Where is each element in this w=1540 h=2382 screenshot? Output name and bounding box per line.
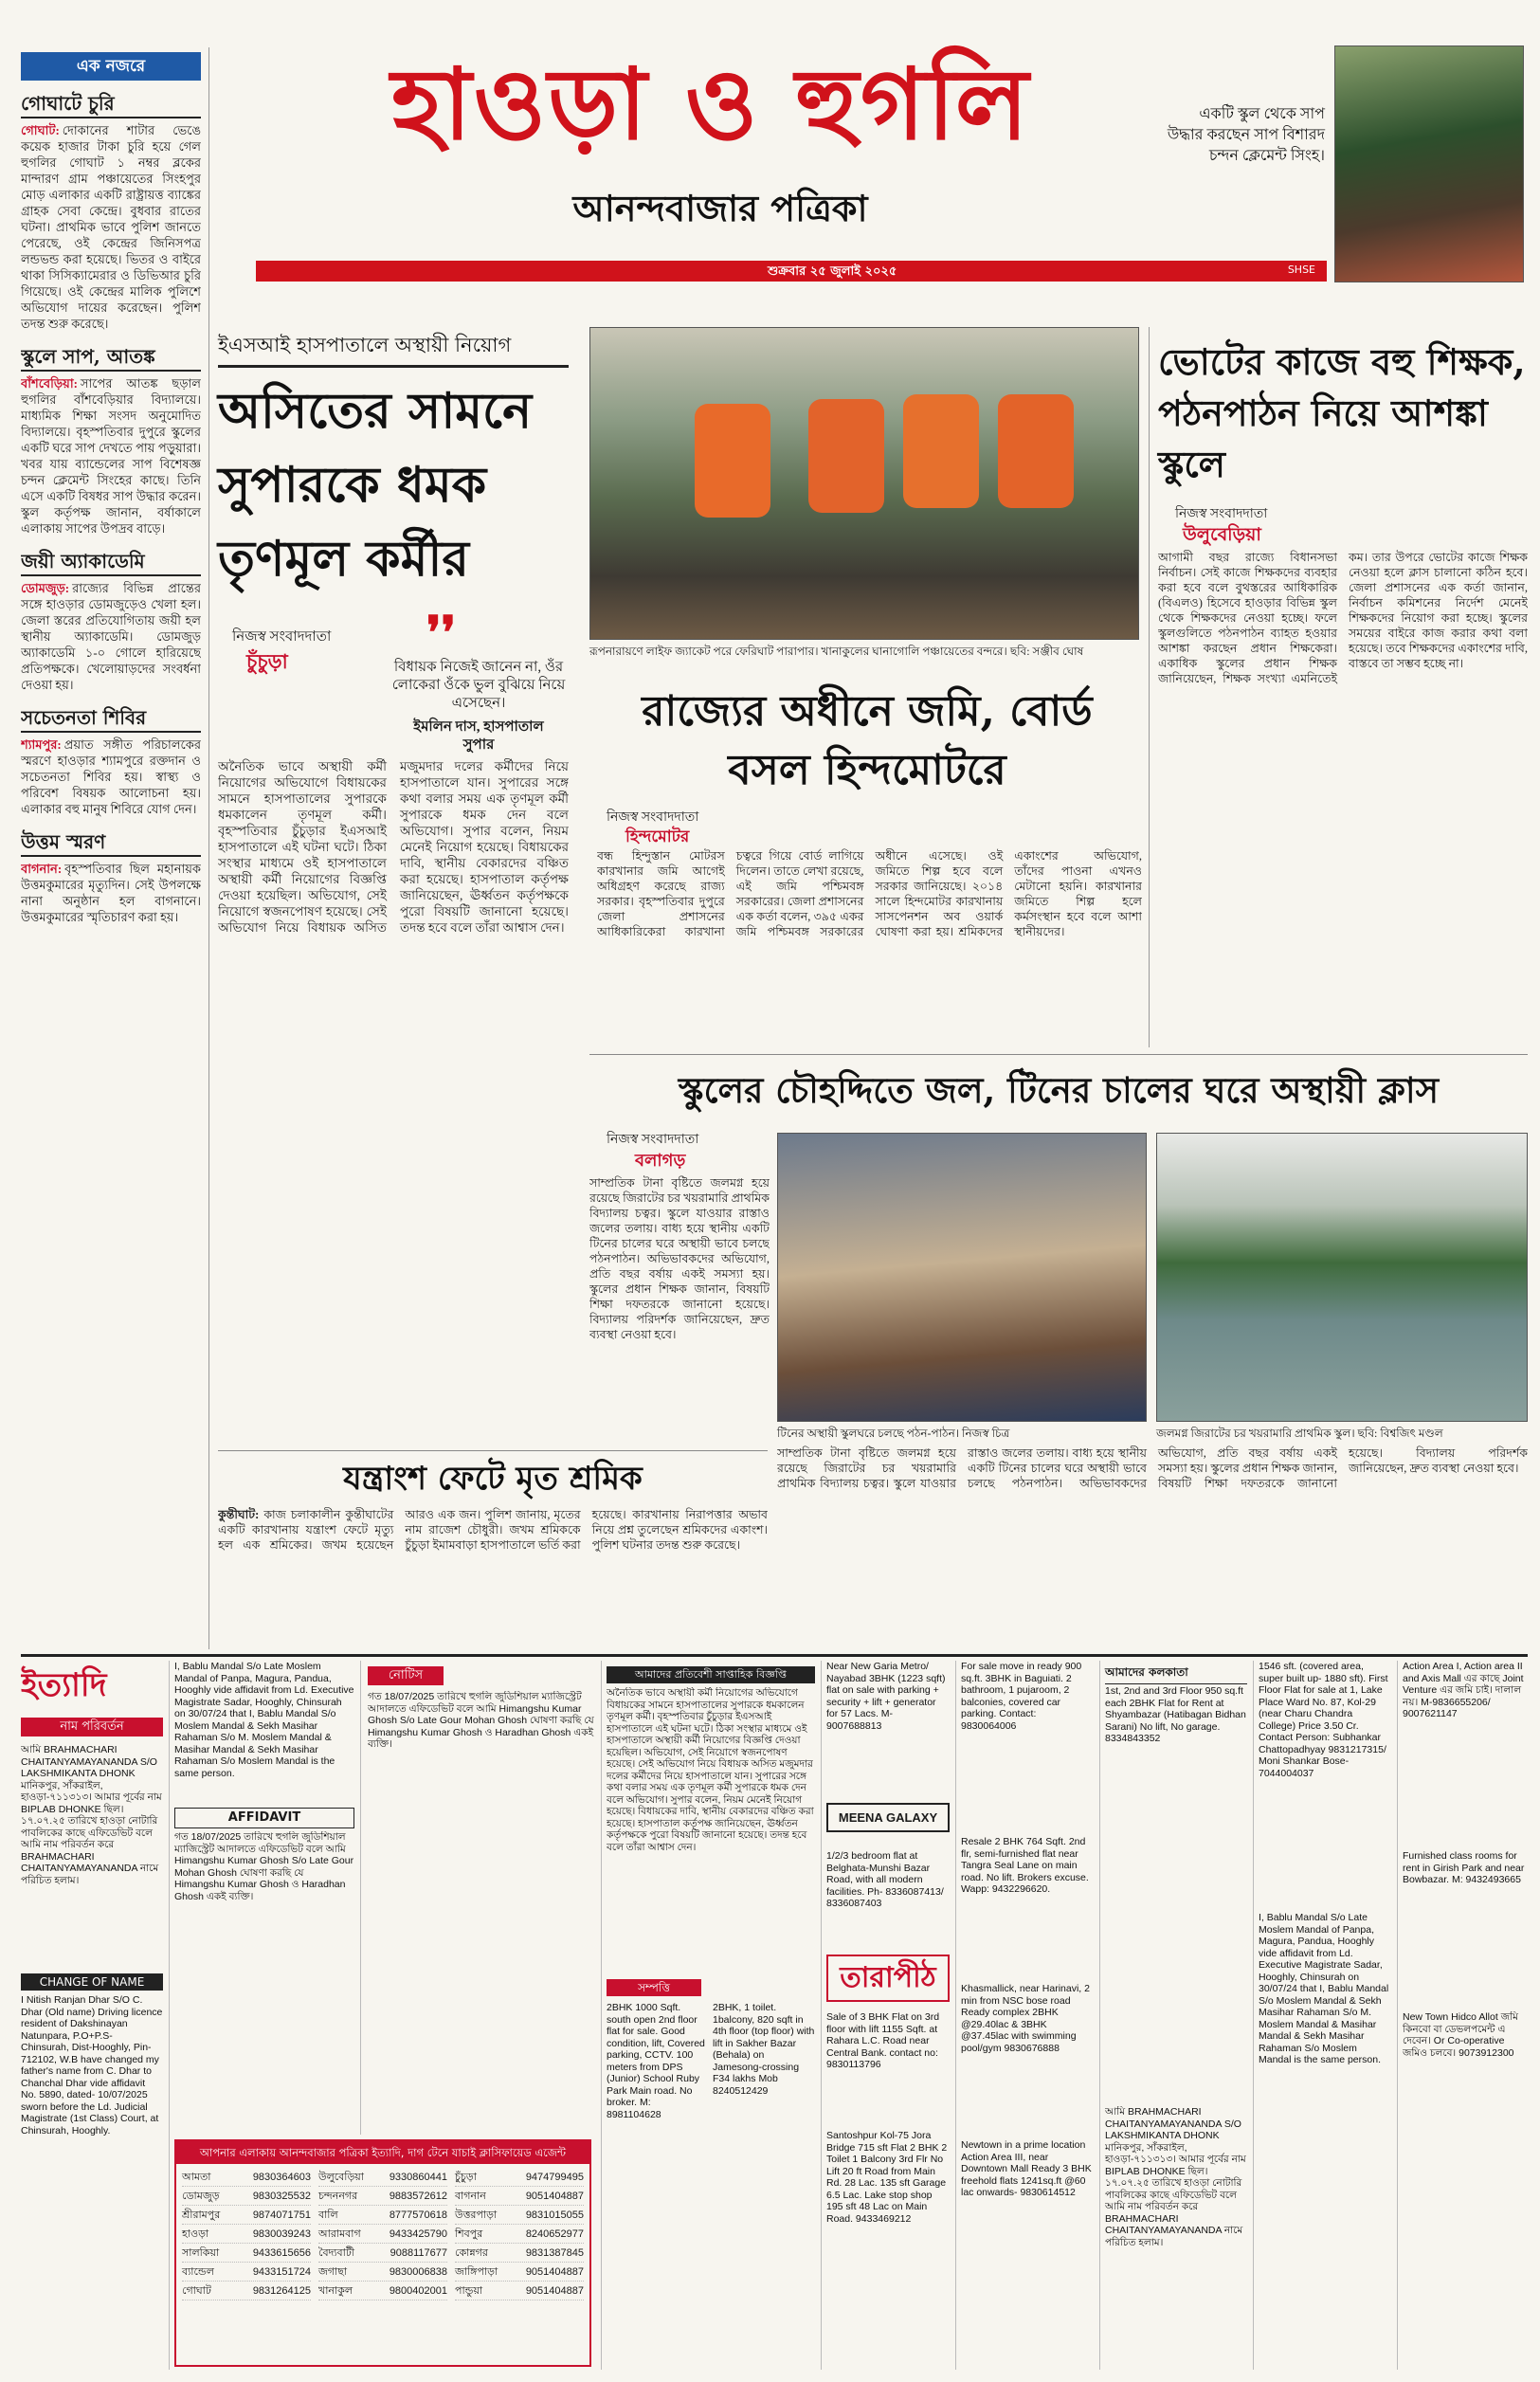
- classroom-photo-caption: টিনের অস্থায়ী স্কুলঘরে চলছে পঠন-পাঠন। নিজস্ব চিত্র: [777, 1427, 1010, 1440]
- agent-phone: 9433151724: [252, 2266, 311, 2278]
- affidavit-header: AFFIDAVIT: [174, 1808, 354, 1828]
- worker-headline: যন্ত্রাংশ ফেটে মৃত শ্রমিক: [343, 1460, 643, 1498]
- agent-entry: [318, 2264, 447, 2282]
- agent-phone: 9330860441: [389, 2172, 447, 2183]
- agent-entry: [182, 2208, 311, 2225]
- agent-area: উলুবেড়িয়া: [318, 2172, 364, 2183]
- life-jacket-4: [998, 394, 1074, 508]
- ad-2: I, Bablu Mandal S/o Late Moslem Mandal of Panpa, Magura, Pandua, Hooghly vide affidavit from Ld. Executive Magistrate Sadar, Hooghly, Chinsurah on 30/07/24 that I, Bablu Mandal S/o Moslem Mandal & Sekh Masihar Rahaman S/o M. Moslem Mandal & Masihar Mandal & Sekh Masihar Rahaman S/o Moslem Mandal is the same person.: [174, 1661, 354, 1779]
- agent-entry: [455, 2189, 584, 2206]
- school-byline: নিজস্ব সংবাদদাতা: [607, 1133, 699, 1147]
- agent-phone: 9433615656: [252, 2247, 311, 2259]
- teacher-byline: নিজস্ব সংবাদদাতা: [1175, 507, 1268, 521]
- snake-rescue-photo: [1334, 45, 1524, 282]
- sidebar-item-text: প্রয়াত সঙ্গীত পরিচালকের স্মরণে হাওড়ার শ্যামপুরে রক্তদান ও সচেতনতা শিবির হয়। স্বাস্থ্য ও পরিবেশ বিষয়ক আলোচনা হয়। এলাকার বহু মানুষ শিবিরে যোগ দেন।: [21, 737, 201, 816]
- sidebar-item-tag: বাঁশবেড়িয়া:: [21, 376, 78, 391]
- agent-entry: [318, 2283, 447, 2300]
- flooded-school-caption: জলমগ্ন জিরাটের চর খয়রামারি প্রাথমিক স্কুল। ছবি: বিশ্বজিৎ মণ্ডল: [1156, 1427, 1443, 1440]
- sidebar-item-tag: বাগনান:: [21, 862, 63, 876]
- agent-phone: 9433425790: [389, 2228, 447, 2240]
- sidebar-item-tag: শ্যামপুর:: [21, 737, 62, 752]
- school-headline: স্কুলের চৌহদ্দিতে জল, টিনের চালের ঘরে অস্থায়ী ক্লাস: [678, 1069, 1440, 1111]
- agent-entry: [182, 2227, 311, 2244]
- ferry-photo-caption: রূপনারায়ণে লাইফ জ্যাকেট পরে ফেরিঘাট পারাপার। খানাকুলের ঘানাগোলি পঞ্চায়েতের বন্দরে। ছবি: সঞ্জীব ঘোষ: [589, 645, 1084, 658]
- sidebar-item: [21, 90, 201, 332]
- agent-phone: 9051404887: [525, 2285, 584, 2297]
- ad-0: আমি BRAHMACHARI CHAITANYAMAYANANDA S/O LAKSHMIKANTA DHONK মানিকপুর, সাঁকরাইল, হাওড়া-৭১১৩১৩। আমার পূর্বের নাম BIPLAB DHONKE ছিল। ১৭.০৭.২৫ তারিখে হাওড়া নোটারি পাবলিকের কাছে এফিডেভিট বলে আমি নাম পরিবর্তন করে BRAHMACHARI CHAITANYAMAYANANDA নামে পরিচিত হলাম।: [21, 1744, 162, 1886]
- sidebar-item-tag: গোঘাট:: [21, 123, 60, 137]
- agent-area: চুঁচুড়া: [455, 2172, 477, 2183]
- agent-entry: [182, 2189, 311, 2206]
- sidebar-item-body: [21, 861, 201, 925]
- ad-14: 1st, 2nd and 3rd Floor 950 sq.ft each 2BHK Flat for Rent at Shyambazar (Hatibagan Bidhan Sarani) No lift, No garage. 8334843352: [1105, 1685, 1246, 1744]
- worker-tag: কুন্তীঘাট:: [218, 1508, 260, 1521]
- land-headline: রাজ্যের অধীনে জমি, বোর্ড বসল হিন্দমোটরে: [642, 687, 1093, 794]
- notice-text: গত 18/07/2025 তারিখে হুগলি জুডিশিয়াল ম্যাজিস্ট্রেট আদালতে এফিডেভিট বলে আমি Himangshu Kumar Ghosh S/o Late Gour Mohan Ghosh ঘোষণা করছি যে Himangshu Kumar Ghosh ও Haradhan Ghosh একই ব্যক্তি।: [368, 1691, 594, 1750]
- ad-2-repeat: I, Bablu Mandal S/o Late Moslem Mandal of Panpa, Magura, Pandua, Hooghly vide affidavit from Ld. Executive Magistrate Sadar, Hooghly, Chinsurah on 30/07/24 that I, Bablu Mandal S/o Moslem Mandal & Sekh Masihar Rahaman S/o M. Moslem Mandal & Masihar Mandal & Sekh Masihar Rahaman S/o Moslem Mandal is the same person.: [1259, 1912, 1389, 2065]
- worker-body: [218, 1507, 768, 1645]
- agent-area: বাগনান: [455, 2191, 486, 2202]
- notice-header: নোটিস: [368, 1666, 444, 1685]
- sidebar-item-text: সাপের আতঙ্ক ছড়াল হুগলির বাঁশবেড়িয়ার বিদ্যালয়ে। মাধ্যমিক শিক্ষা সংসদ অনুমোদিত বিদ্যালয়ে। বৃহস্পতিবার দুপুরে স্কুলের একটি ঘরে সাপ দেখতে পায় পড়ুয়ারা। খবর যায় ব্যান্ডেলের সাপ বিশেষজ্ঞ চন্দন ক্লেমেন্ট সিংহের কাছে। তিনি এসে একটি বিষধর সাপ উদ্ধার করেন। স্কুল কর্তৃপক্ষ জানান, বর্ষাকালে এলাকায় সাপের উপদ্রব বাড়ে।: [21, 376, 201, 536]
- agent-area: খানাকুল: [318, 2285, 353, 2297]
- agent-phone: 9474799495: [525, 2172, 584, 2183]
- ad-17: Furnished class rooms for rent in Girish Park and near Bowbazar. M: 9432493665: [1403, 1850, 1525, 1885]
- classifieds-rule: [21, 1654, 1528, 1657]
- agent-phone: 9831264125: [252, 2285, 311, 2297]
- ad-16: Action Area I, Action area II and Axis Mall এর কাছে Joint Venture এর জমি চাই। দালাল নয়। M-9836655206/ 9007621147: [1403, 1661, 1524, 1719]
- agent-entry: [318, 2189, 447, 2206]
- sidebar-item-title: জয়ী অ্যাকাডেমি: [21, 548, 201, 576]
- cls-sep-8: [1397, 1661, 1398, 2370]
- ad-7: Resale 2 BHK 764 Sqft. 2nd flr, semi-furnished flat near Tangra Seal Lane on main road. No lift. Brokers excuse. Wapp: 9432296620.: [961, 1836, 1089, 1895]
- sidebar-item-text: বৃহস্পতিবার ছিল মহানায়ক উত্তমকুমারের মৃত্যুদিন। সেই উপলক্ষে নানা অনুষ্ঠান হল বাগনানে। উত্তমকুমারের স্মৃতিচারণ করা হয়।: [21, 862, 201, 924]
- ityadi-logo: ইত্যাদি: [21, 1666, 107, 1704]
- ad-8: Khasmallick, near Harinavi, 2 min from NSC bose road Ready complex 2BHK @29.40lac & 3BHK @37.45lac with swimming pool/gym 9830676888: [961, 1983, 1090, 2054]
- sidebar-divider: [208, 47, 209, 1649]
- issue-date: শুক্রবার ২৫ জুলাই ২০২৫: [768, 264, 897, 279]
- agent-area: উত্তরপাড়া: [455, 2209, 498, 2221]
- agent-area: গোঘাট: [182, 2285, 211, 2297]
- agent-area: সালকিয়া: [182, 2247, 220, 2259]
- cls-sep-6: [1099, 1661, 1100, 2370]
- agent-phone: 9088117677: [390, 2247, 447, 2259]
- teacher-divider: [1149, 327, 1150, 1047]
- agent-entry: [182, 2170, 311, 2187]
- ad-12: 1546 sft. (covered area, super built up- 1880 sft). First Floor Flat for sale at 1, Lake Place Ward No. 87, Kol-29 (near Charu Chandra College) Price 3.50 Cr. Contact Person: Subhankar Chattopadhyay 9831217315/ Moni Shankar Bose- 7044004037: [1259, 1661, 1388, 1779]
- land-body: বন্ধ হিন্দুস্তান মোটরস কারখানার জমি আগেই অধিগ্রহণ করেছে রাজ্য সরকার। বৃহস্পতিবার দুপুরে জেলা প্রশাসনের আধিকারিকেরা কারখানা চত্বরে গিয়ে বোর্ড লাগিয়ে দিলেন। তাতে লেখা রয়েছে, এই জমি পশ্চিমবঙ্গ সরকারের। জেলা প্রশাসনের এক কর্তা বলেন, ৩৯৫ একর জমি পশ্চিমবঙ্গ সরকারের অধীনে এসেছে। ওই জমিতে শিল্প হবে বলে সরকার জানিয়েছে। ২০১৪ সালে হিন্দমোটর কারখানায় সাসপেনশন অব ওয়ার্ক ঘোষণা করা হয়। শ্রমিকদের একাংশের অভিযোগ, তাঁদের পাওনা এখনও মেটানো হয়নি। কারখানার জমিতে শিল্প হলে কর্মসংস্থান হবে বলে আশা স্থানীয়দের।: [597, 849, 1142, 938]
- sidebar-item-body: [21, 375, 201, 536]
- agent-entry: [455, 2283, 584, 2300]
- sidebar: [21, 90, 201, 1645]
- agent-phone: 8777570618: [389, 2209, 447, 2221]
- agent-entry: [182, 2283, 311, 2300]
- lead-quote-author: ইমলিন দাস, হাসপাতাল সুপার: [413, 719, 544, 753]
- life-jacket-3: [903, 394, 979, 508]
- land-dateline: হিন্দমোটর: [625, 827, 690, 846]
- agent-entry: [318, 2208, 447, 2225]
- sidebar-item: [21, 548, 201, 693]
- tarapith-logo: তারাপীঠ: [826, 1955, 950, 2002]
- agent-area: বৈদ্যবাটী: [318, 2247, 354, 2259]
- school-body-repeat: সাম্প্রতিক টানা বৃষ্টিতে জলমগ্ন হয়ে রয়েছে জিরাটের চর খয়রামারি প্রাথমিক বিদ্যালয় চত্বর। স্কুলে যাওয়ার রাস্তাও জলের তলায়। বাধ্য হয়ে স্থানীয় একটি টিনের চালের ঘরে অস্থায়ী ভাবে চলছে পঠনপাঠন। অভিভাবকদের অভিযোগ, প্রতি বছর বর্ষায় একই সমস্যা হয়। স্কুলের প্রধান শিক্ষক জানান, বিষয়টি শিক্ষা দফতরকে জানানো হয়েছে। বিদ্যালয় পরিদর্শক জানিয়েছেন, দ্রুত ব্যবস্থা নেওয়া হবে।: [777, 1446, 1528, 1490]
- sidebar-item-body: [21, 736, 201, 817]
- cls-sep-5: [955, 1661, 956, 2370]
- sidebar-header: এক নজরে: [21, 52, 201, 81]
- classroom-photo: [777, 1133, 1147, 1422]
- school-body-continued: [777, 1446, 1528, 1645]
- agent-area: জাঙ্গিপাড়া: [455, 2266, 498, 2278]
- agent-phone: 9830325532: [252, 2191, 311, 2202]
- sidebar-item-text: দোকানের শাটার ভেঙে কয়েক হাজার টাকা চুরি হয়ে গেল হুগলির গোঘাট ১ নম্বর ব্লকের মান্দারণ গ্রাম পঞ্চায়েতের সিংহপুর মোড় এলাকার একটি রাষ্ট্রায়ত্ত ব্যাঙ্কের গ্রাহক সেবা কেন্দ্রে। বুধবার রাতের ঘটনা। প্রাথমিক ভাবে পুলিশ জানতে পেরেছে, ওই কেন্দ্রের জিনিসপত্র লন্ডভন্ড করা হয়েছে। ভিতর ও বাইরে থাকা সিসিক্যামেরার ও ডিভিআর চুরি গিয়েছে। ওই কেন্দ্রের মালিক পুলিশে অভিযোগ দায়ের করেছেন। পুলিশ তদন্ত শুরু করেছে।: [21, 123, 201, 331]
- life-jacket-1: [695, 404, 770, 518]
- agent-area: আরামবাগ: [318, 2228, 361, 2240]
- agent-phone: 9830006838: [389, 2266, 447, 2278]
- ad-18: New Town Hidco Allot জমি কিনবো বা ডেভলপমেন্ট এ দেবেন। Or Co-operative জমিও চলবে। 9073912300: [1403, 2011, 1518, 2059]
- agent-phone: 9051404887: [525, 2191, 584, 2202]
- property-header: সম্পত্তি: [607, 1979, 701, 1996]
- ad-11: Newtown in a prime location Action Area III, near Downtown Mall Ready 3 BHK freehold flats 1241sq.ft @60 lac onwards- 9830614512: [961, 2139, 1092, 2198]
- agent-entry: [182, 2246, 311, 2263]
- agent-entry: [182, 2264, 311, 2282]
- agent-entry: [455, 2264, 584, 2282]
- agent-area: শিবপুর: [455, 2228, 483, 2240]
- kolkata-header: আমাদের কলকাতা: [1105, 1664, 1247, 1684]
- life-jacket-2: [808, 399, 884, 513]
- agent-area: হাওড়া: [182, 2228, 209, 2240]
- ad-3-repeat: আমি BRAHMACHARI CHAITANYAMAYANANDA S/O LAKSHMIKANTA DHONK মানিকপুর, সাঁকরাইল, হাওড়া-৭১১৩১৩। আমার পূর্বের নাম BIPLAB DHONKE ছিল। ১৭.০৭.২৫ তারিখে হাওড়া নোটারি পাবলিকের কাছে এফিডেভিট বলে আমি নাম পরিবর্তন করে BRAHMACHARI CHAITANYAMAYANANDA নামে পরিচিত হলাম।: [1105, 2106, 1246, 2248]
- lead-body: অনৈতিক ভাবে অস্থায়ী কর্মী নিয়োগের অভিযোগে বিধায়কের সামনে হাসপাতালের সুপারকে ধমকালেন তৃণমূল কর্মী। বৃহস্পতিবার চুঁচুড়ার ইএসআই হাসপাতালে এই ঘটনা ঘটে। ঠিকা সংস্থার মাধ্যমে ওই হাসপাতালে অস্থায়ী কর্মী নিয়োগের বিজ্ঞপ্তি দেওয়া হয়েছিল। অভিযোগ, সেই নিয়োগে স্বজনপোষণ হয়েছে। সেই অভিযোগ নিয়ে বিধায়ক অসিত মজুমদার দলের কর্মীদের নিয়ে হাসপাতালে যান। সুপারের সঙ্গে কথা বলার সময় এক তৃণমূল কর্মী সুপারকে ধমক দেন বলে অভিযোগ। সুপার বলেন, নিয়ম মেনেই নিয়োগ হয়েছে। বিধায়কের দাবি, স্থানীয় বেকারদের বঞ্চিত করা হয়েছে। হাসপাতাল কর্তৃপক্ষ জানিয়েছেন, ঊর্ধ্বতন কর্তৃপক্ষকে পুরো বিষয়টি জানানো হয়েছে। তদন্ত হবে বলে তাঁরা আশ্বাস দেন।: [218, 759, 569, 935]
- lead-rule: [218, 365, 569, 368]
- sidebar-item-body: [21, 122, 201, 332]
- agent-entry: [455, 2208, 584, 2225]
- sidebar-item-body: [21, 580, 201, 693]
- agent-phone: 9831387845: [525, 2247, 584, 2259]
- date-bar: [256, 261, 1327, 282]
- agent-area: আমতা: [182, 2172, 211, 2183]
- school-body: সাম্প্রতিক টানা বৃষ্টিতে জলমগ্ন হয়ে রয়েছে জিরাটের চর খয়রামারি প্রাথমিক বিদ্যালয় চত্বর। স্কুলে যাওয়ার রাস্তাও জলের তলায়। বাধ্য হয়ে স্থানীয় একটি টিনের চালের ঘরে অস্থায়ী ভাবে চলছে পঠনপাঠন। অভিভাবকদের অভিযোগ, প্রতি বছর বর্ষায় একই সমস্যা হয়। স্কুলের প্রধান শিক্ষক জানান, বিষয়টি শিক্ষা দফতরকে জানানো হয়েছে। বিদ্যালয় পরিদর্শক জানিয়েছেন, দ্রুত ব্যবস্থা নেওয়া হবে।: [589, 1176, 770, 1341]
- meena-galaxy-logo: MEENA GALAXY: [826, 1803, 950, 1832]
- cls-sep-4: [821, 1661, 822, 2370]
- agent-box: [174, 2139, 591, 2367]
- masthead-photo-caption: একটি স্কুল থেকে সাপ উদ্ধার করছেন সাপ বিশারদ চন্দন ক্লেমেন্ট সিংহ।: [1167, 106, 1325, 164]
- ad-3: গত 18/07/2025 তারিখে হুগলি জুডিশিয়াল ম্যাজিস্ট্রেট আদালতে এফিডেভিট বলে আমি Himangshu Kumar Ghosh S/o Late Gour Mohan Ghosh ঘোষণা করছি যে Himangshu Kumar Ghosh ও Haradhan Ghosh একই ব্যক্তি।: [174, 1831, 354, 1902]
- cls-sep-2: [360, 1661, 361, 2135]
- sidebar-item: [21, 828, 201, 925]
- masthead: [0, 0, 1540, 284]
- agent-area: চন্দননগর: [318, 2191, 358, 2202]
- sidebar-item-title: গোঘাটে চুরি: [21, 90, 201, 118]
- land-byline: নিজস্ব সংবাদদাতা: [607, 810, 699, 825]
- worker-rule: [218, 1450, 768, 1451]
- ad-10: Santoshpur Kol-75 Jora Bridge 715 sft Flat 2 BHK 2 Toilet 1 Balcony 3rd Flr No Lift 20 ft Road from Main Rd. 28 Lac. 135 sft Garage 6.5 Lac. Lake stop shop 195 sft 48 Lac on Main Road. 9433469212: [826, 2130, 948, 2225]
- lead-kicker: ইএসআই হাসপাতালে অস্থায়ী নিয়োগ: [218, 334, 512, 356]
- agent-area: ডোমজুড়: [182, 2191, 220, 2202]
- notice-body: [368, 1691, 595, 2127]
- agent-phone: 9874071751: [252, 2209, 311, 2221]
- name-change-header: নাম পরিবর্তন: [21, 1718, 163, 1736]
- ferry-photo: [589, 327, 1139, 640]
- agent-area: পান্ডুয়া: [455, 2285, 483, 2297]
- edition-code: SHSE: [1287, 264, 1315, 276]
- agent-entry: [318, 2227, 447, 2244]
- lead-byline: নিজস্ব সংবাদদাতা: [232, 629, 332, 645]
- agent-phone: 9831015055: [525, 2209, 584, 2221]
- teacher-body: আগামী বছর রাজ্যে বিধানসভা নির্বাচন। সেই কাজে শিক্ষকদের ব্যবহার করা হবে বলে বুথস্তরের আধিকারিক (বিএলও) হিসেবে হাওড়ার বিভিন্ন স্কুল থেকে শিক্ষকদের নেওয়া হচ্ছে। ফলে স্কুলগুলিতে পঠনপাঠন ব্যাহত হওয়ার আশঙ্কা করছেন প্রধান শিক্ষকেরা। একাধিক স্কুলের প্রধান শিক্ষক জানিয়েছেন, শিক্ষক সংখ্যা এমনিতেই কম। তার উপরে ভোটের কাজে শিক্ষক নেওয়া হলে ক্লাস চালানো কঠিন হবে। জেলা প্রশাসনের এক কর্তা জানান, নির্বাচন কমিশনের নির্দেশ মেনেই শিক্ষকদের নিয়োগ করা হচ্ছে। স্কুলের সময়ের বাইরে কাজ করার কথা বলা হয়েছে। তবে শিক্ষকদের একাংশের দাবি, বাস্তবে তা সম্ভব হচ্ছে না।: [1158, 551, 1528, 685]
- ad-4: Near New Garia Metro/ Nayabad 3BHK (1223 sqft) flat on sale with parking + security + lift + generator for 57 Lacs. M- 9007688813: [826, 1661, 946, 1732]
- agent-entry: [318, 2246, 447, 2263]
- ad-13: 2BHK 1000 Sqft. south open 2nd floor flat for sale. Good condition, lift, Covered parking, CCTV. 100 meters from DPS (Junior) School Ruby Park Main road. No broker. M: 8981104628: [607, 2002, 705, 2120]
- agent-entry: [318, 2170, 447, 2187]
- ad-9: Sale of 3 BHK Flat on 3rd floor with lift 1155 Sqft. at Rahara L.C. Road near Central Bank. contact no: 9830113796: [826, 2011, 940, 2070]
- rental-body: [607, 1687, 815, 1972]
- agent-grid: [176, 2164, 589, 2306]
- masthead-title: হাওড়া ও হুগলি: [390, 45, 1031, 162]
- school-rule: [589, 1054, 1528, 1055]
- worker-text: কাজ চলাকালীন কুন্তীঘাটের একটি কারখানায় যন্ত্রাংশ ফেটে মৃত্যু হল এক শ্রমিকের। জখম হয়েছেন আরও এক জন। পুলিশ জানায়, মৃতের নাম রাজেশ চৌধুরী। জখম শ্রমিককে চুঁচুড়া ইমামবাড়া হাসপাতালে ভর্তি করা হয়েছে। কারখানায় নিরাপত্তার অভাব নিয়ে প্রশ্ন তুলেছেন শ্রমিকদের একাংশ। পুলিশ ঘটনার তদন্ত শুরু করেছে।: [218, 1508, 768, 1552]
- sidebar-item-tag: ডোমজুড়:: [21, 581, 70, 595]
- change-of-name-header: CHANGE OF NAME: [21, 1973, 163, 1991]
- quote-mark: ❜❜: [426, 607, 456, 660]
- sidebar-item-title: স্কুলে সাপ, আতঙ্ক: [21, 343, 201, 372]
- lead-headline: অসিতের সামনে সুপারকে ধমক তৃণমূল কর্মীর: [218, 382, 533, 588]
- agent-area: জগাছা: [318, 2266, 348, 2278]
- agent-phone: 9883572612: [389, 2191, 447, 2202]
- teacher-dateline: উলুবেড়িয়া: [1183, 524, 1261, 545]
- agent-phone: 9800402001: [389, 2285, 447, 2297]
- agent-area: কোন্নগর: [455, 2247, 488, 2259]
- lead-dateline: চুঁচুড়া: [246, 649, 288, 673]
- agent-box-title: আপনার এলাকায় আনন্দবাজার পত্রিকা ইত্যাদি, দাগ টেনে যাচাই ক্লাসিফায়েড এজেন্ট: [176, 2141, 589, 2164]
- agent-phone: 9830364603: [252, 2172, 311, 2183]
- cls-sep-1: [169, 1661, 170, 2370]
- agent-phone: 8240652977: [525, 2228, 584, 2240]
- sidebar-item-title: উত্তম স্মরণ: [21, 828, 201, 857]
- masthead-brand: আনন্দবাজার পত্রিকা: [572, 187, 868, 229]
- school-dateline: বলাগড়: [635, 1151, 686, 1171]
- cls-sep-7: [1253, 1661, 1254, 2370]
- agent-area: ব্যান্ডেল: [182, 2266, 214, 2278]
- sidebar-item: [21, 704, 201, 817]
- classifieds: [21, 1661, 1528, 2370]
- agent-entry: [455, 2227, 584, 2244]
- lead-quote: বিধায়ক নিজেই জানেন না, ওঁর লোকেরা ওঁকে ভুল বুঝিয়ে নিয়ে এসেছেন।: [391, 660, 566, 711]
- flooded-school-photo: [1156, 1133, 1528, 1422]
- sidebar-item-text: রাজ্যের বিভিন্ন প্রান্তের সঙ্গে হাওড়ার ডোমজুড়েও খেলা হল। জেলা স্তরের প্রতিযোগিতায় জয়ী হল স্থানীয় অ্যাকাডেমি। ডোমজুড় অ্যাকাডেমি ১-০ গোলে হারিয়েছে প্রতিপক্ষকে। খেলোয়াড়দের সংবর্ধনা দেওয়া হয়।: [21, 581, 201, 692]
- ad-1: I Nitish Ranjan Dhar S/O C. Dhar (Old name) Driving licence resident of Dakshinayan Natunpara, P.O+P.S- Chinsurah, Dist-Hooghly, Pin- 712102, W.B have changed my father's name from C. Dhar to Chanchal Dhar vide affidavit No. 5890, dated- 10/07/2025 sworn before the Ld. Judicial Magistrate (1st Class) Court, at Chinsurah, Hooghly.: [21, 1994, 163, 2137]
- sidebar-item-title: সচেতনতা শিবির: [21, 704, 201, 733]
- ad-15: 2BHK, 1 toilet. 1balcony, 820 sqft in 4th floor (top floor) with lift in Sakher Bazar (Behala) on Jamesong-crossing F34 lakhs Mob 8240512429: [713, 2002, 815, 2097]
- sidebar-item: [21, 343, 201, 536]
- ad-5: 1/2/3 bedroom flat at Belghata-Munshi Bazar Road, with all modern facilities. Ph- 8336087413/ 8336087403: [826, 1850, 944, 1909]
- agent-entry: [455, 2170, 584, 2187]
- rental-header: আমাদের প্রতিবেশী সাপ্তাহিক বিজ্ঞপ্তি: [607, 1666, 815, 1683]
- ad-6: For sale move in ready 900 sq.ft. 3BHK in Baguiati. 2 bathroom, 1 pujaroom, 2 balconies, covered car parking. Contact: 9830064006: [961, 1661, 1082, 1732]
- agent-area: শ্রীরামপুর: [182, 2209, 221, 2221]
- cls-sep-3: [601, 1661, 602, 2370]
- agent-area: বালি: [318, 2209, 338, 2221]
- agent-entry: [455, 2246, 584, 2263]
- rental-text: অনৈতিক ভাবে অস্থায়ী কর্মী নিয়োগের অভিযোগে বিধায়কের সামনে হাসপাতালের সুপারকে ধমকালেন তৃণমূল কর্মী। বৃহস্পতিবার চুঁচুড়ার ইএসআই হাসপাতালে এই ঘটনা ঘটে। ঠিকা সংস্থার মাধ্যমে ওই হাসপাতালে অস্থায়ী কর্মী নিয়োগের বিজ্ঞপ্তি দেওয়া হয়েছিল। অভিযোগ, সেই নিয়োগে স্বজনপোষণ হয়েছে। সেই অভিযোগ নিয়ে বিধায়ক অসিত মজুমদার দলের কর্মীদের নিয়ে হাসপাতালে যান। সুপারের সঙ্গে কথা বলার সময় এক তৃণমূল কর্মী সুপারকে ধমক দেন বলে অভিযোগ। সুপার বলেন, নিয়ম মেনেই নিয়োগ হয়েছে। বিধায়কের দাবি, স্থানীয় বেকারদের বঞ্চিত করা হয়েছে। হাসপাতাল কর্তৃপক্ষ জানিয়েছেন, ঊর্ধ্বতন কর্তৃপক্ষকে পুরো বিষয়টি জানানো হয়েছে। তদন্ত হবে বলে তাঁরা আশ্বাস দেন।: [607, 1687, 814, 1853]
- teacher-headline: ভোটের কাজে বহু শিক্ষক, পঠনপাঠন নিয়ে আশঙ্কা স্কুলে: [1158, 340, 1526, 485]
- agent-phone: 9830039243: [252, 2228, 311, 2240]
- agent-phone: 9051404887: [525, 2266, 584, 2278]
